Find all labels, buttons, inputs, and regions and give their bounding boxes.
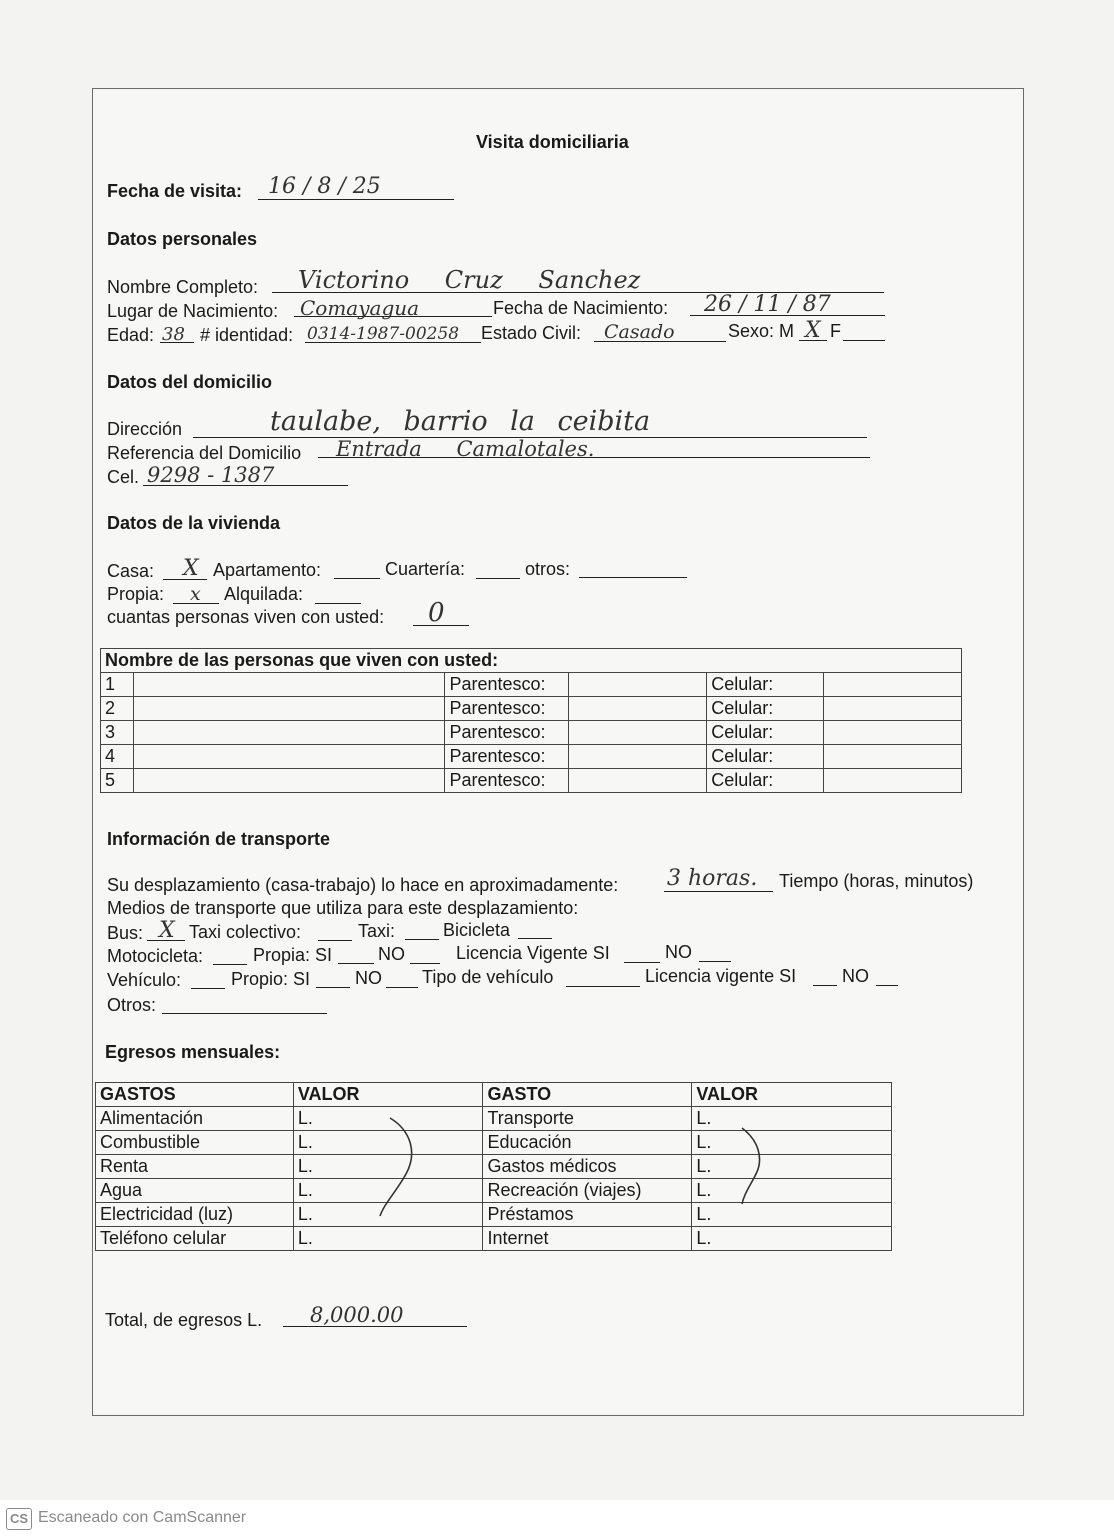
licencia2-no-label: NO <box>842 966 869 986</box>
total-label: Total, de egresos L. <box>105 1310 263 1330</box>
valor-cell[interactable]: L. <box>293 1107 483 1131</box>
parentesco-label: Parentesco: <box>445 673 569 697</box>
valor-cell[interactable]: L. <box>692 1179 892 1203</box>
veh-no-label: NO <box>355 968 382 988</box>
celular-label: Celular: <box>707 745 824 769</box>
otros-transporte-label: Otros: <box>107 995 157 1015</box>
valor-cell[interactable]: L. <box>293 1155 483 1179</box>
valor-cell[interactable]: L. <box>293 1203 483 1227</box>
transporte-heading: Información de transporte <box>107 829 331 849</box>
gasto-label: Electricidad (luz) <box>96 1203 294 1227</box>
camscanner-logo-icon: CS <box>6 1508 32 1530</box>
edad-label: Edad: <box>107 325 155 345</box>
fecha-visita-line <box>258 199 454 200</box>
valor-cell[interactable]: L. <box>692 1107 892 1131</box>
table-row <box>101 697 962 721</box>
fecha-nac-label: Fecha de Nacimiento: <box>493 298 669 318</box>
row-number: 5 <box>101 769 134 793</box>
tipo-vehiculo-label: Tipo de vehículo <box>422 967 554 987</box>
direccion-value[interactable]: taulabe, barrio la ceibita <box>270 406 651 437</box>
licencia-label: Licencia Vigente SI <box>456 943 610 963</box>
valor-cell[interactable]: L. <box>692 1131 892 1155</box>
taxi-colectivo-label: Taxi colectivo: <box>189 922 302 942</box>
page-title: Visita domiciliaria <box>476 132 629 152</box>
alquilada-label: Alquilada: <box>224 584 304 604</box>
sexo-f-label: F <box>830 321 841 341</box>
medios-label: Medios de transporte que utiliza para este desplazamiento: <box>107 898 579 918</box>
gasto-label: Alimentación <box>96 1107 294 1131</box>
fecha-visita-label: Fecha de visita: <box>107 181 243 201</box>
gasto-label: Transporte <box>483 1107 692 1131</box>
celular-label: Celular: <box>707 769 824 793</box>
otros-transporte-line <box>162 1013 327 1014</box>
valor-cell[interactable]: L. <box>293 1179 483 1203</box>
cel-value[interactable]: 9298 - 1387 <box>147 463 275 487</box>
sexo-label: Sexo: M <box>728 321 795 341</box>
cuarteria-line <box>476 578 520 579</box>
valor-cell[interactable]: L. <box>692 1155 892 1179</box>
brace-stroke-right <box>730 1124 780 1209</box>
vehiculo-line <box>191 988 225 989</box>
moto-si-line <box>338 963 374 964</box>
tiempo-label: Tiempo (horas, minutos) <box>779 871 974 891</box>
scanner-footer <box>0 1500 1114 1539</box>
desplazamiento-value[interactable]: 3 horas. <box>667 866 758 891</box>
propia-mark[interactable]: x <box>190 583 201 605</box>
gasto-label: Internet <box>483 1227 692 1251</box>
valor-cell[interactable]: L. <box>692 1227 892 1251</box>
gasto-label: Combustible <box>96 1131 294 1155</box>
personas-value[interactable]: 0 <box>428 598 445 628</box>
gasto-label: Teléfono celular <box>96 1227 294 1251</box>
parentesco-label: Parentesco: <box>445 721 569 745</box>
desplazamiento-label: Su desplazamiento (casa-trabajo) lo hace en aproximadamente: <box>107 875 619 895</box>
nombre-cell[interactable] <box>133 745 445 769</box>
licencia-no-label: NO <box>665 942 692 962</box>
apartamento-line <box>334 578 380 579</box>
egresos-header-row <box>96 1083 892 1107</box>
personas-table <box>100 648 962 793</box>
datos-personales-heading: Datos personales <box>107 229 258 249</box>
parentesco-cell[interactable] <box>569 721 707 745</box>
otros-vivienda-label: otros: <box>525 559 571 579</box>
otros-vivienda-line <box>579 577 687 578</box>
col-gasto: GASTO <box>483 1083 692 1107</box>
col-valor-1: VALOR <box>293 1083 483 1107</box>
lugar-label: Lugar de Nacimiento: <box>107 301 279 321</box>
table-row <box>101 769 962 793</box>
table-row <box>101 721 962 745</box>
total-value[interactable]: 8,000.00 <box>310 1303 404 1327</box>
sexo-f-line <box>843 340 885 341</box>
fecha-visita-value[interactable]: 16 / 8 / 25 <box>268 174 381 199</box>
estado-civil-label: Estado Civil: <box>481 323 582 343</box>
parentesco-cell[interactable] <box>569 673 707 697</box>
estado-civil-value[interactable]: Casado <box>604 321 675 343</box>
table-row <box>101 745 962 769</box>
gasto-label: Renta <box>96 1155 294 1179</box>
gasto-label: Préstamos <box>483 1203 692 1227</box>
domicilio-heading: Datos del domicilio <box>107 372 273 392</box>
motocicleta-line <box>213 964 247 965</box>
celular-label: Celular: <box>707 673 824 697</box>
gasto-label: Recreación (viajes) <box>483 1179 692 1203</box>
licencia2-si-line <box>813 985 837 986</box>
valor-cell[interactable]: L. <box>692 1203 892 1227</box>
table-row <box>101 673 962 697</box>
nombre-cell[interactable] <box>133 673 445 697</box>
bicicleta-line <box>518 938 552 939</box>
brace-stroke-left <box>370 1112 430 1222</box>
moto-propia-label: Propia: SI <box>253 945 333 965</box>
veh-propio-label: Propio: SI <box>231 969 311 989</box>
taxi-label: Taxi: <box>358 921 396 941</box>
bicicleta-label: Bicicleta <box>443 920 511 940</box>
nombre-label: Nombre Completo: <box>107 277 259 297</box>
row-number: 2 <box>101 697 134 721</box>
cuarteria-label: Cuartería: <box>385 559 466 579</box>
vehiculo-label: Vehículo: <box>107 970 182 990</box>
nombre-cell[interactable] <box>133 769 445 793</box>
valor-cell[interactable]: L. <box>293 1131 483 1155</box>
nombre-value[interactable]: Victorino Cruz Sanchez <box>298 266 641 294</box>
lugar-value[interactable]: Comayagua <box>300 296 420 320</box>
row-number: 4 <box>101 745 134 769</box>
parentesco-cell[interactable] <box>569 769 707 793</box>
parentesco-label: Parentesco: <box>445 769 569 793</box>
veh-no-line <box>386 987 418 988</box>
identidad-value[interactable]: 0314-1987-00258 <box>307 324 460 344</box>
valor-cell[interactable]: L. <box>293 1227 483 1251</box>
licencia2-label: Licencia vigente SI <box>645 966 797 986</box>
moto-no-line <box>410 963 440 964</box>
referencia-label: Referencia del Domicilio <box>107 443 302 463</box>
gasto-label: Gastos médicos <box>483 1155 692 1179</box>
taxi-line <box>405 939 439 940</box>
edad-value[interactable]: 38 <box>162 324 185 345</box>
celular-cell[interactable] <box>824 769 962 793</box>
parentesco-cell[interactable] <box>569 745 707 769</box>
parentesco-cell[interactable] <box>569 697 707 721</box>
sexo-m-mark[interactable]: X <box>805 318 821 343</box>
casa-label: Casa: <box>107 561 155 581</box>
identidad-label: # identidad: <box>200 325 294 345</box>
parentesco-label: Parentesco: <box>445 697 569 721</box>
celular-label: Celular: <box>707 697 824 721</box>
celular-cell[interactable] <box>824 697 962 721</box>
direccion-label: Dirección <box>107 419 183 439</box>
scanner-footer-text: Escaneado con CamScanner <box>38 1509 247 1526</box>
moto-no-label: NO <box>378 944 405 964</box>
celular-cell[interactable] <box>824 745 962 769</box>
casa-mark[interactable]: X <box>183 556 199 581</box>
row-number: 3 <box>101 721 134 745</box>
referencia-value[interactable]: Entrada Camalotales. <box>336 437 595 461</box>
egresos-heading: Egresos mensuales: <box>105 1042 281 1062</box>
bus-mark[interactable]: X <box>159 918 175 943</box>
gasto-label: Educación <box>483 1131 692 1155</box>
gasto-label: Agua <box>96 1179 294 1203</box>
row-number: 1 <box>101 673 134 697</box>
col-valor-2: VALOR <box>692 1083 892 1107</box>
personas-label: cuantas personas viven con usted: <box>107 607 385 627</box>
motocicleta-label: Motocicleta: <box>107 946 204 966</box>
cel-label: Cel. <box>107 467 140 487</box>
tipo-vehiculo-line <box>566 986 640 987</box>
col-gastos: GASTOS <box>96 1083 294 1107</box>
parentesco-label: Parentesco: <box>445 745 569 769</box>
propia-label: Propia: <box>107 584 165 604</box>
veh-si-line <box>316 987 350 988</box>
personas-table-header: Nombre de las personas que viven con usted: <box>101 649 962 673</box>
nombre-cell[interactable] <box>133 721 445 745</box>
celular-cell[interactable] <box>824 721 962 745</box>
vivienda-heading: Datos de la vivienda <box>107 513 281 533</box>
bus-label: Bus: <box>107 923 144 943</box>
licencia-si-line <box>624 962 660 963</box>
nombre-cell[interactable] <box>133 697 445 721</box>
alquilada-line <box>315 603 361 604</box>
desplazamiento-line <box>664 891 773 892</box>
licencia-no-line <box>699 961 731 962</box>
celular-cell[interactable] <box>824 673 962 697</box>
table-row <box>96 1227 892 1251</box>
licencia2-no-line <box>876 985 898 986</box>
fecha-nac-value[interactable]: 26 / 11 / 87 <box>704 292 831 317</box>
celular-label: Celular: <box>707 721 824 745</box>
taxi-colectivo-line <box>318 940 352 941</box>
apartamento-label: Apartamento: <box>213 560 322 580</box>
